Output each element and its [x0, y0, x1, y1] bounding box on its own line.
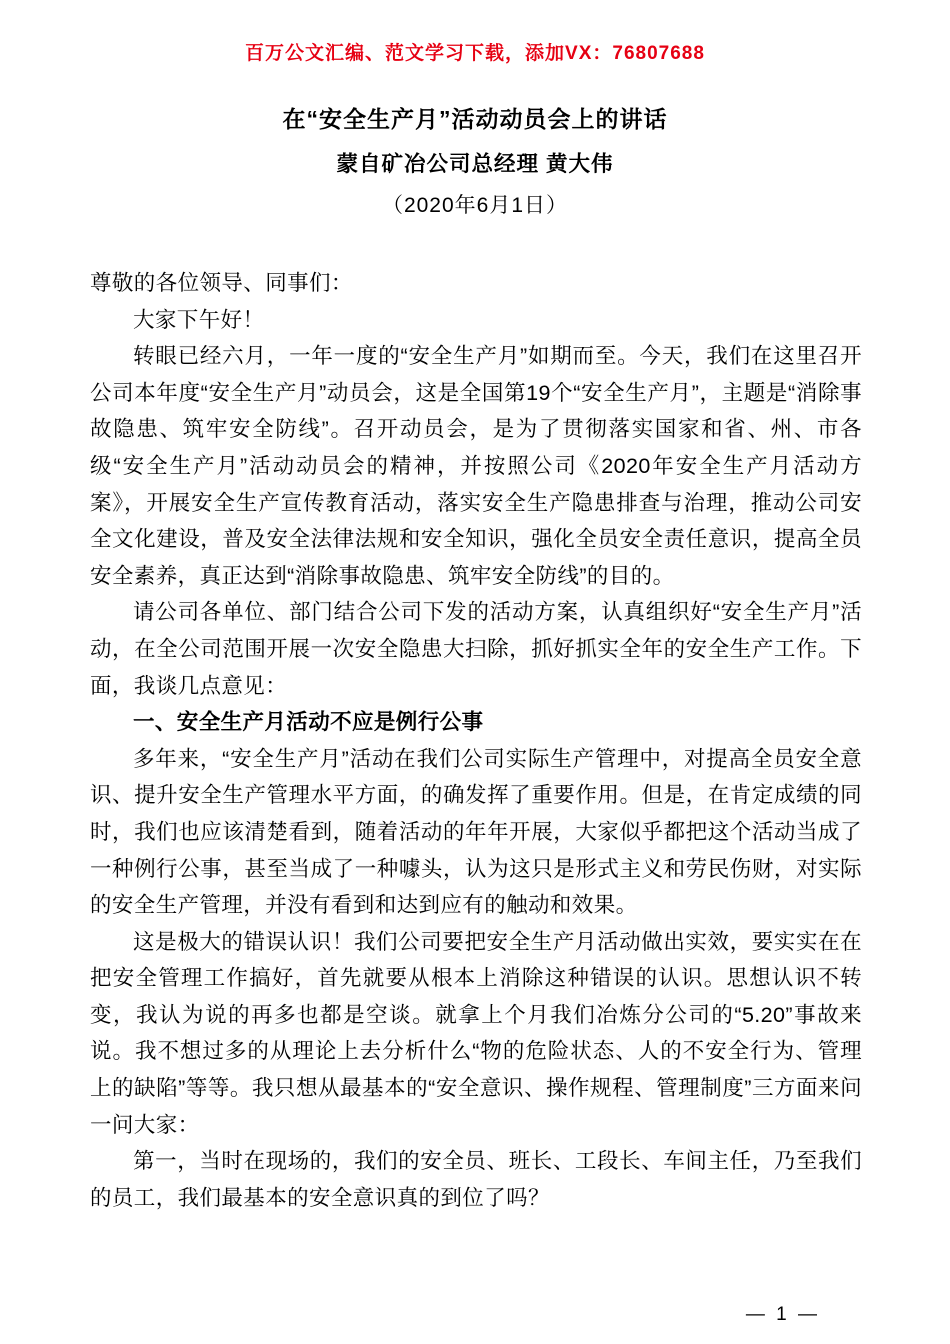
page-number: — 1 —	[745, 1304, 820, 1325]
date-line: （2020年6月1日）	[381, 194, 569, 217]
document-body	[90, 265, 862, 1216]
section1-paragraph-3: 第一，当时在现场的，我们的安全员、班长、工段长、车间主任，乃至我们的员工，我们最基本的安全意识真的到位了吗？	[90, 1149, 862, 1210]
promo-notice: 百万公文汇编、范文学习下载，添加VX：76807688	[245, 43, 705, 64]
document-title: 在“安全生产月”活动动员会上的讲话	[282, 106, 668, 132]
arrangement-paragraph: 请公司各单位、部门结合公司下发的活动方案，认真组织好“安全生产月”活动，在全公司范围开展一次安全隐患大扫除，抓好抓实全年的安全生产工作。下面，我谈几点意见：	[90, 600, 862, 698]
section-heading-1: 一、安全生产月活动不应是例行公事	[133, 710, 484, 735]
intro-paragraph: 转眼已经六月，一年一度的“安全生产月”如期而至。今天，我们在这里召开公司本年度“安全生产月”动员会，这是全国第19个“安全生产月”，主题是“消除事故隐患、筑牢安全防线”。召开动员会，是为了贯彻落实国家和省、州、市各级“安全生产月”活动动员会的精神，并按照公司《2020年安全生产月活动方案》，开展安全生产宣传教育活动，落实安全生产隐患排查与治理，推动公司安全文化建设，普及安全法律法规和安全知识，强化全员安全责任意识，提高全员安全素养，真正达到“消除事故隐患、筑牢安全防线”的目的。	[90, 344, 862, 588]
section1-paragraph-1: 多年来，“安全生产月”活动在我们公司实际生产管理中，对提高全员安全意识、提升安全生产管理水平方面，的确发挥了重要作用。但是，在肯定成绩的同时，我们也应该清楚看到，随着活动的年年开展，大家似乎都把这个活动当成了一种例行公事，甚至当成了一种噱头，认为这只是形式主义和劳民伤财，对实际的安全生产管理，并没有看到和达到应有的触动和效果。	[90, 746, 862, 918]
section1-paragraph-2: 这是极大的错误认识！我们公司要把安全生产月活动做出实效，要实实在在把安全管理工作搞好，首先就要从根本上消除这种错误的认识。思想认识不转变，我认为说的再多也都是空谈。就拿上个月我们冶炼分公司的“5.20”事故来说。我不想过多的从理论上去分析什么“物的危险状态、人的不安全行为、管理上的缺陷”等等。我只想从最基本的“安全意识、操作规程、管理制度”三方面来问一问大家：	[90, 929, 862, 1137]
greeting-paragraph: 大家下午好！	[133, 307, 265, 332]
salutation-paragraph: 尊敬的各位领导、同事们：	[90, 271, 353, 295]
author-line: 蒙自矿冶公司总经理 黄大伟	[336, 152, 614, 176]
